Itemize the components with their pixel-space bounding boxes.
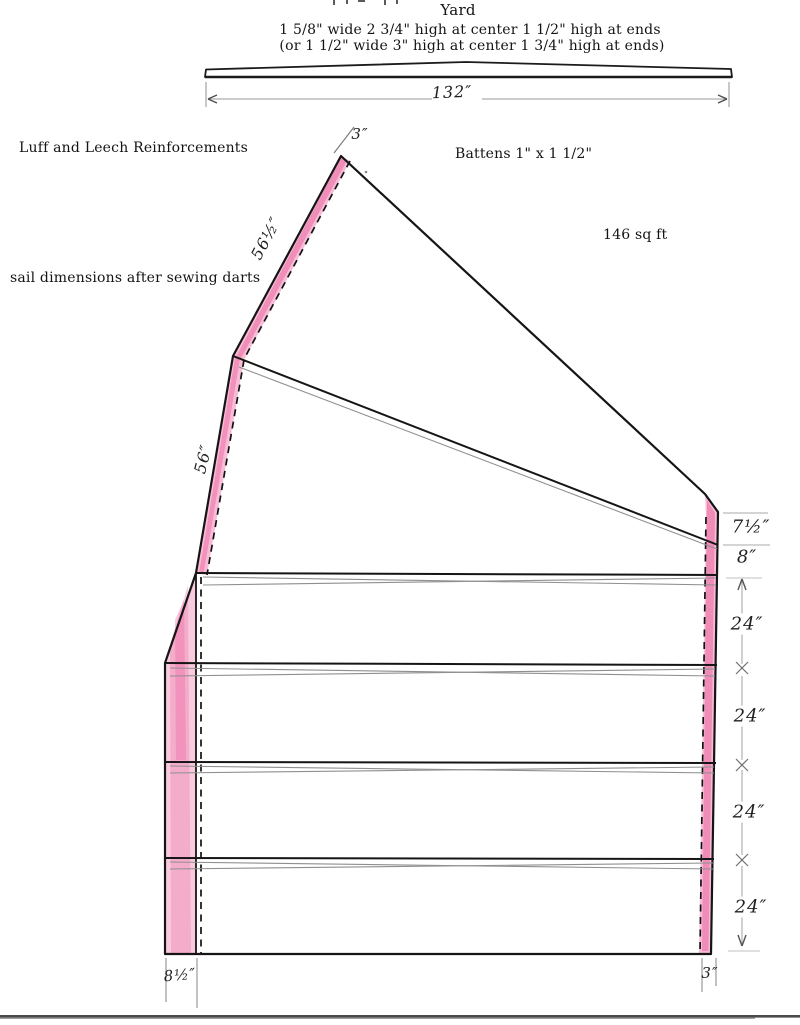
panel-dim-1: 24″ [730,613,764,635]
leech-dim-8: 8″ [736,546,758,568]
luff-reinforcement-upper [233,156,350,360]
foot-width-extensions [166,958,719,1008]
yard-title: Yard [440,1,476,19]
panel-dim-3: 24″ [732,801,766,823]
leech-dimension-chain [723,513,770,951]
yard-spec-line2: (or 1 1/2" wide 3" high at center 1 3/4" high at ends) [279,38,665,54]
yard-profile [205,62,732,77]
foot-luff-band-label: 8½″ [162,964,198,986]
yard-length-label: 132″ [431,81,473,103]
reinforcements-note: Luff and Leech Reinforcements [19,140,249,156]
scan-artifact-top [333,0,398,5]
luff-reinforcement-foot [165,573,196,954]
scan-artifact-bottom [0,1015,800,1019]
luff-lower-label: 56″ [190,442,216,476]
leech-dim-7half: 7½″ [731,516,771,538]
luff-upper-label: 56½″ [246,213,286,263]
darts-note: sail dimensions after sewing darts [10,270,261,286]
panel-dim-4: 24″ [734,896,768,918]
yard-spec-line1: 1 5/8" wide 2 3/4" high at center 1 1/2" high at ends [279,22,661,38]
area-note: 146 sq ft [603,227,668,243]
foot-leech-band-label: 3″ [701,964,719,982]
dart-lines [170,367,717,869]
battens-note: Battens 1" x 1 1/2" [455,146,593,162]
head-width-label: 3″ [351,125,369,143]
panel-dim-2: 24″ [733,705,767,727]
